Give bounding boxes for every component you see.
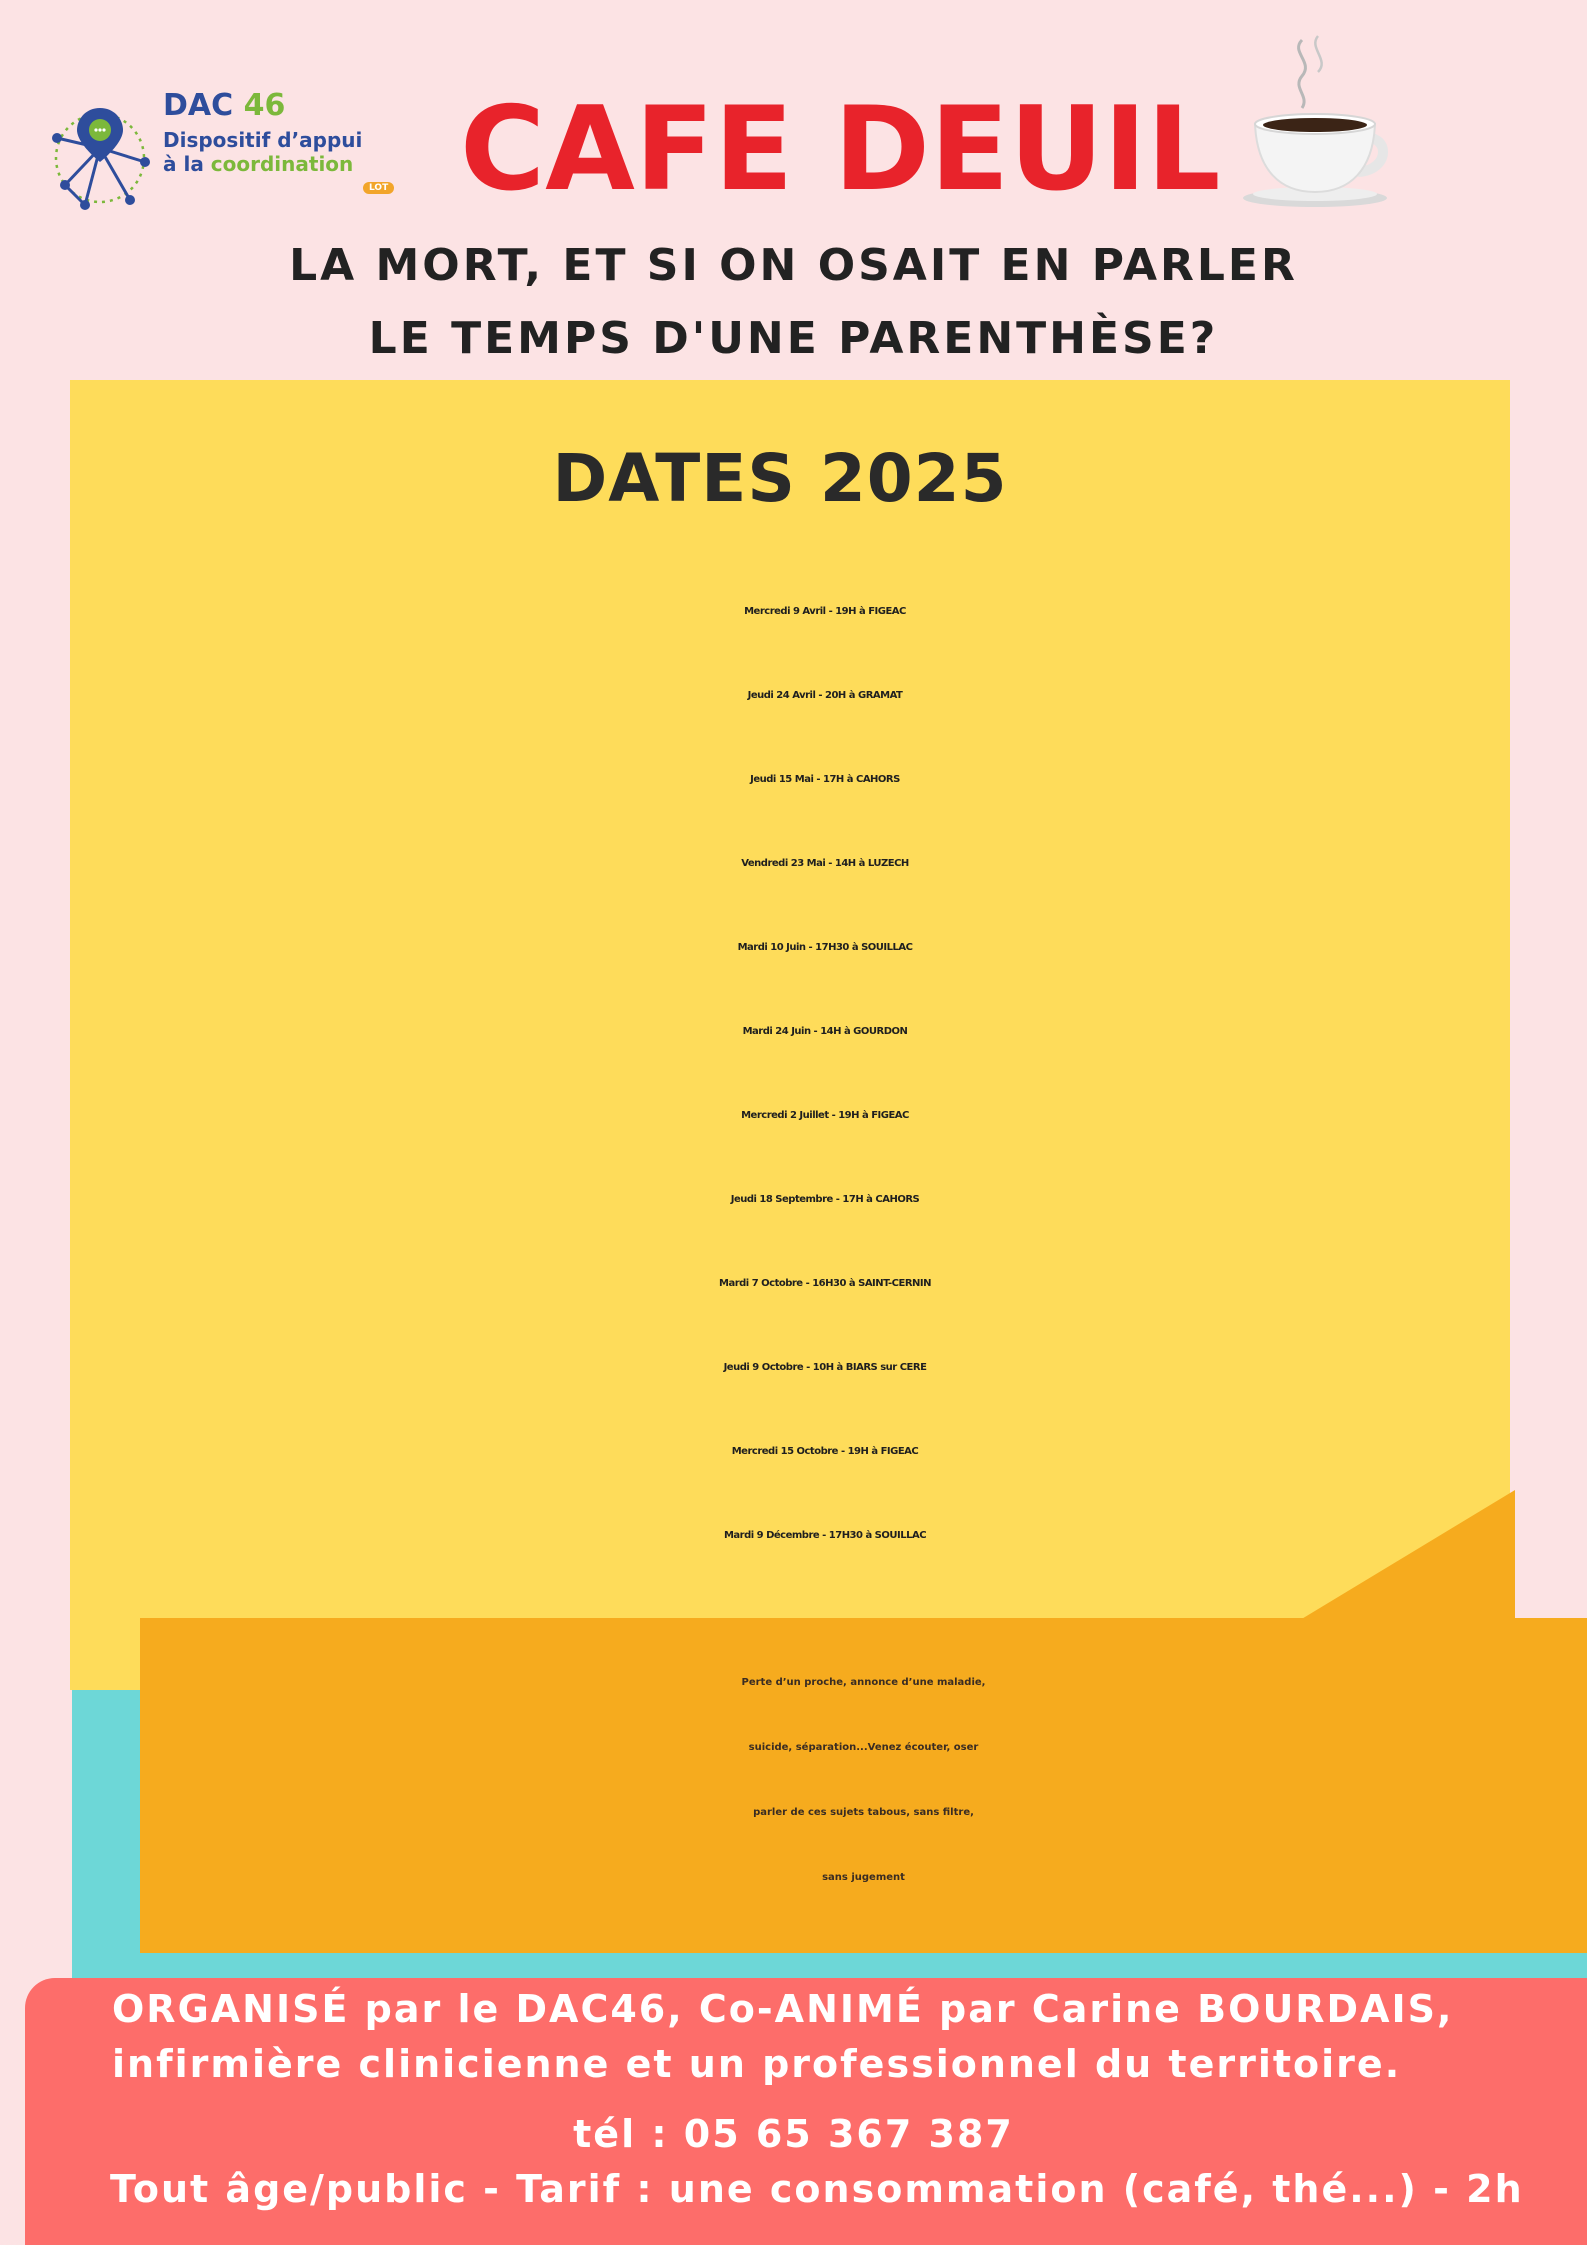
date-item: Jeudi 15 Mai - 17H à CAHORS (750, 774, 900, 785)
logo-line1: Dispositif d’appui (163, 128, 363, 152)
logo-line2: à la coordination (163, 152, 354, 176)
date-item: Jeudi 9 Octobre - 10H à BIARS sur CERE (723, 1362, 927, 1373)
date-item: Mercredi 9 Avril - 19H à FIGEAC (744, 606, 906, 617)
organiser-line2: infirmière clinicienne et un professionnel du territoire. (112, 2042, 1402, 2086)
subtitle-line1: LA MORT, ET SI ON OSAIT EN PARLER (289, 240, 1298, 291)
subtitle-line2: LE TEMPS D'UNE PARENTHÈSE? (368, 313, 1219, 364)
phone-number: tél : 05 65 367 387 (573, 2112, 1014, 2156)
date-item: Mercredi 2 Juillet - 19H à FIGEAC (741, 1110, 909, 1121)
dac46-logo (45, 88, 405, 218)
date-item: Jeudi 18 Septembre - 17H à CAHORS (730, 1194, 920, 1205)
date-item: Mardi 10 Juin - 17H30 à SOUILLAC (737, 942, 913, 953)
date-item: Mardi 7 Octobre - 16H30 à SAINT-CERNIN (719, 1278, 931, 1289)
dates-list (70, 580, 1580, 1588)
date-item: Vendredi 23 Mai - 14H à LUZECH (741, 858, 909, 869)
date-item: Mercredi 15 Octobre - 19H à FIGEAC (731, 1446, 919, 1457)
message-line3: parler de ces sujets tabous, sans filtre, (753, 1807, 974, 1818)
coffee-cup-icon (1240, 20, 1400, 210)
organiser-line1: ORGANISÉ par le DAC46, Co-ANIMÉ par Carine BOURDAIS, (112, 1987, 1454, 2031)
logo-dac-text: DAC 46 (163, 88, 286, 123)
audience-price-info: Tout âge/public - Tarif : une consommation (café, thé...) - 2h (110, 2167, 1524, 2211)
page-title: CAFE DEUIL (460, 82, 1221, 217)
logo-lot-badge: LOT (363, 182, 394, 194)
message-line1: Perte d’un proche, annonce d’une maladie, (741, 1677, 986, 1688)
message-line4: sans jugement (822, 1872, 905, 1883)
message-line2: suicide, séparation...Venez écouter, oser (748, 1742, 979, 1753)
message-text (140, 1650, 1587, 1910)
date-item: Mardi 24 Juin - 14H à GOURDON (742, 1026, 908, 1037)
network-pin-icon (45, 100, 155, 212)
dates-heading: DATES 2025 (552, 440, 1008, 517)
date-item: Jeudi 24 Avril - 20H à GRAMAT (747, 690, 903, 701)
date-item: Mardi 9 Décembre - 17H30 à SOUILLAC (723, 1530, 927, 1541)
